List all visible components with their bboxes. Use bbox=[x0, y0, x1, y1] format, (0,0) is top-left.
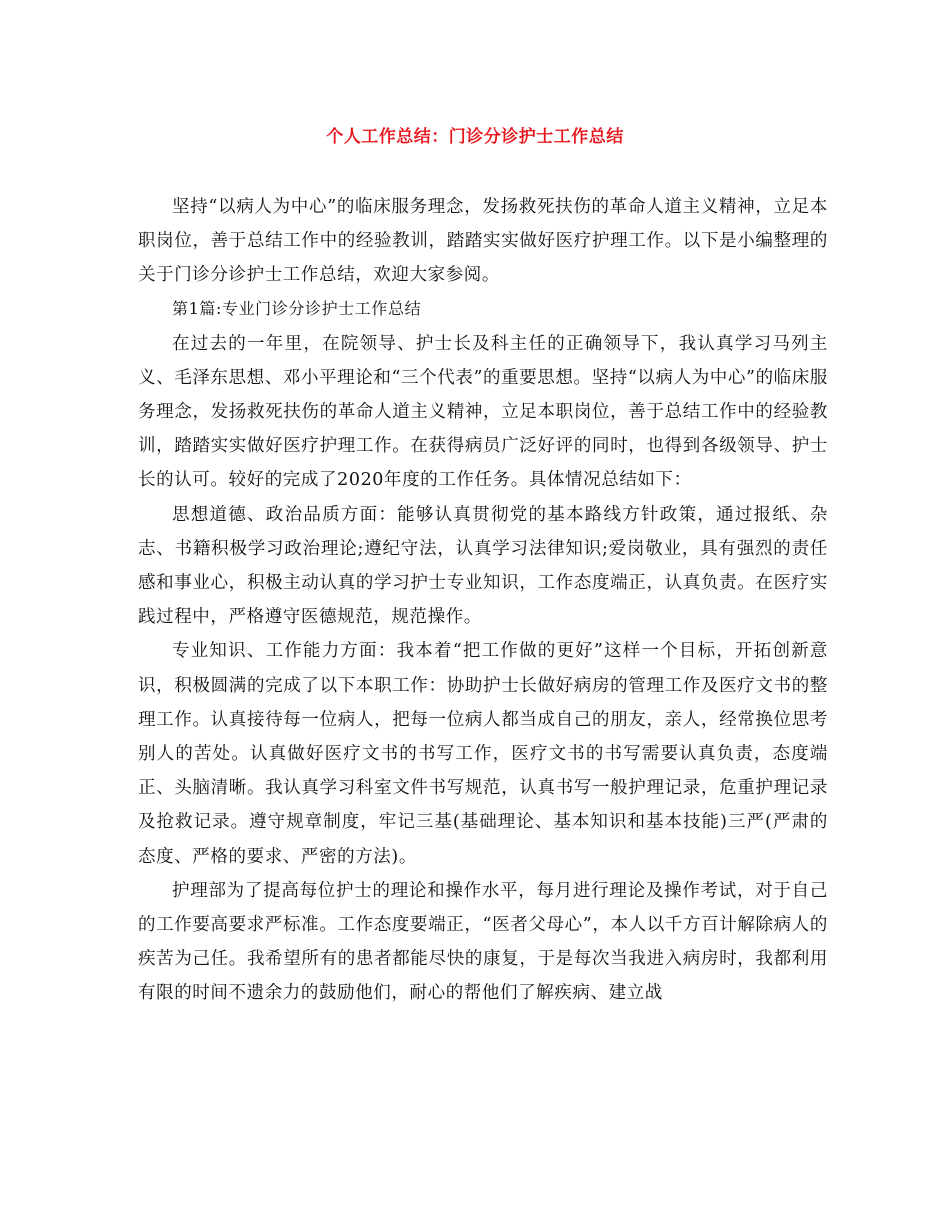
body-paragraph-2: 思想道德、政治品质方面：能够认真贯彻党的基本路线方针政策，通过报纸、杂志、书籍积极学习政治理论;遵纪守法，认真学习法律知识;爱岗敬业，具有强烈的责任感和事业心，积极主动认真的学习护士专业知识，工作态度端正，认真负责。在医疗实践过程中，严格遵守医德规范，规范操作。 bbox=[138, 504, 828, 628]
intro-paragraph: 坚持“以病人为中心”的临床服务理念，发扬救死扶伤的革命人道主义精神，立足本职岗位，善于总结工作中的经验教训，踏踏实实做好医疗护理工作。以下是小编整理的关于门诊分诊护士工作总结，欢迎大家参阅。 bbox=[138, 197, 828, 286]
body-paragraph-1: 在过去的一年里，在院领导、护士长及科主任的正确领导下，我认真学习马列主义、毛泽东思想、邓小平理论和“三个代表”的重要思想。坚持“以病人为中心”的临床服务理念，发扬救死扶伤的革命人道主义精神，立足本职岗位，善于总结工作中的经验教训，踏踏实实做好医疗护理工作。在获得病员广泛好评的同时，也得到各级领导、护士长的认可。较好的完成了2020年度的工作任务。具体情况总结如下： bbox=[138, 333, 828, 491]
section-heading: 第1篇:专业门诊分诊护士工作总结 bbox=[172, 298, 422, 318]
body-paragraph-4: 护理部为了提高每位护士的理论和操作水平，每月进行理论及操作考试，对于自己的工作要高要求严标准。工作态度要端正，“医者父母心”，本人以千方百计解除病人的疾苦为己任。我希望所有的患者都能尽快的康复，于是每次当我进入病房时，我都利用有限的时间不遗余力的鼓励他们，耐心的帮他们了解疾病、建立战 bbox=[138, 880, 828, 1004]
document-title: 个人工作总结：门诊分诊护士工作总结 bbox=[326, 127, 624, 147]
body-paragraph-3: 专业知识、工作能力方面：我本着“把工作做的更好”这样一个目标，开拓创新意识，积极圆满的完成了以下本职工作：协助护士长做好病房的管理工作及医疗文书的整理工作。认真接待每一位病人，把每一位病人都当成自己的朋友，亲人，经常换位思考别人的苦处。认真做好医疗文书的书写工作，医疗文书的书写需要认真负责，态度端正、头脑清晰。我认真学习科室文件书写规范，认真书写一般护理记录，危重护理记录及抢救记录。遵守规章制度，牢记三基(基础理论、基本知识和基本技能)三严(严肃的态度、严格的要求、严密的方法)。 bbox=[138, 641, 828, 867]
document-body bbox=[138, 190, 828, 1011]
